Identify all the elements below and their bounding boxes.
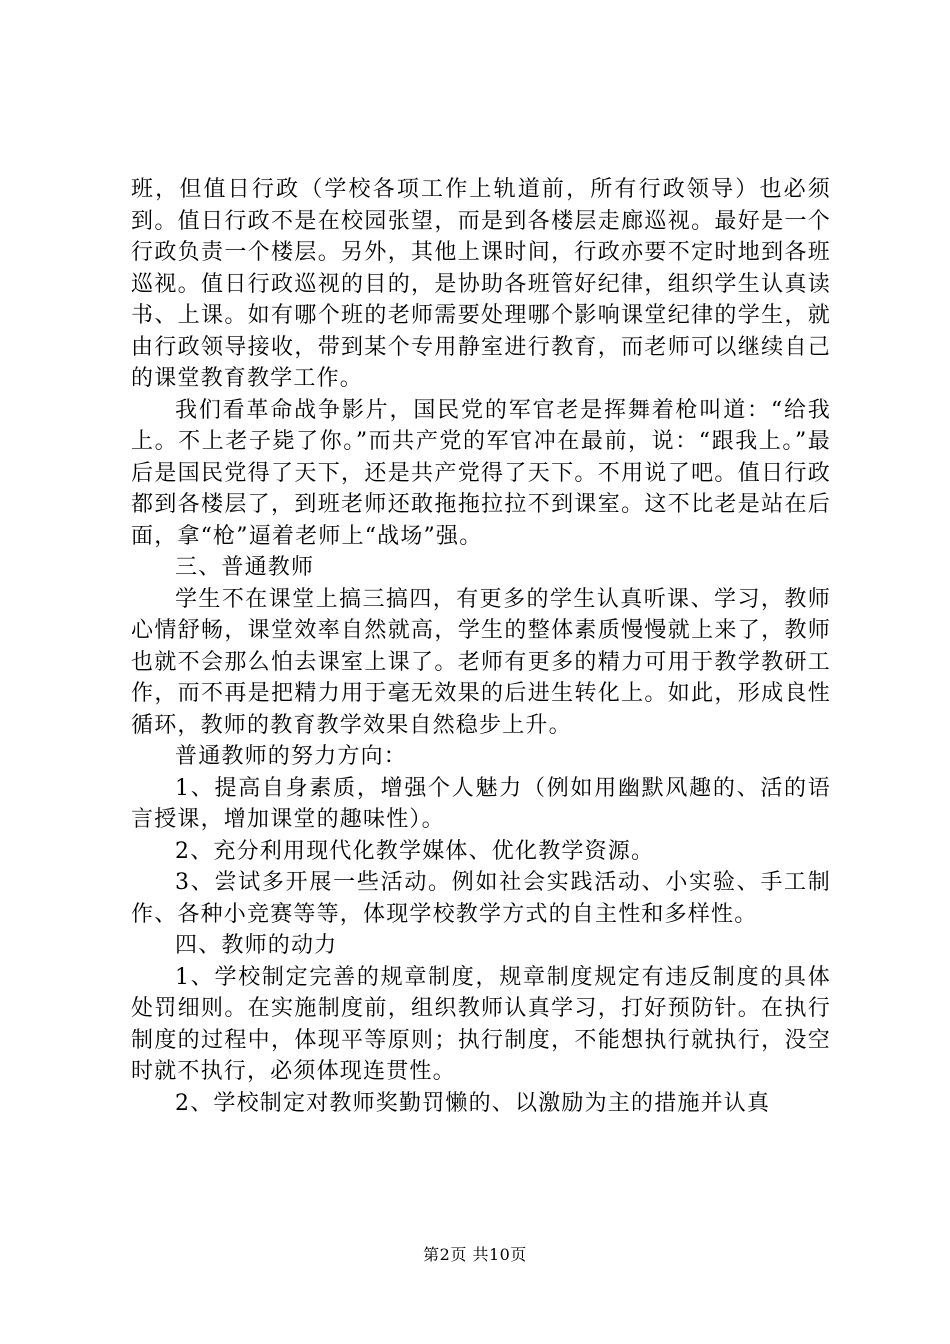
list-item-incentives: 2、学校制定对教师奖勤罚懒的、以激励为主的措施并认真 (175, 1090, 771, 1116)
paragraph-classroom-efficiency: 学生不在课堂上搞三搞四，有更多的学生认真听课、学习，教师心情舒畅，课堂效率自然就高，学生的整体素质慢慢就上来了，教师也就不会那么怕去课室上课了。老师有更多的精力可用于教学教研工作，而不再是把精力用于毫无效果的后进生转化上。如此，形成良性循环，教师的教育教学效果自然稳步上升。 (131, 586, 831, 738)
list-item-1: 1、提高自身素质，增强个人魅力（例如用幽默风趣的、活的语言授课，增加课堂的趣味性）。 (131, 775, 831, 832)
paragraph-war-film-analogy: 我们看革命战争影片，国民党的军官老是挥舞着枪叫道：“给我上。不上老子毙了你。”而共产党的军官冲在最前，说：“跟我上。”最后是国民党得了天下，还是共产党得了天下。不用说了吧。值日行政都到各楼层了，到班老师还敢拖拖拉拉不到课室。这不比老是站在后面，拿“枪”逼着老师上“战场”强。 (131, 397, 831, 549)
document-body (131, 174, 831, 1119)
page-number-footer: 第2页 共10页 (423, 1245, 527, 1264)
paragraph-effort-direction: 普通教师的努力方向： (175, 744, 408, 769)
section-heading-teacher-motivation: 四、教师的动力 (175, 933, 338, 958)
list-item-rules: 1、学校制定完善的规章制度，规章制度规定有违反制度的具体处罚细则。在实施制度前，组织教师认真学习，打好预防针。在执行制度的过程中，体现平等原则；执行制度，不能想执行就执行，没空时就不执行，必须体现连贯性。 (131, 964, 831, 1084)
list-item-2: 2、充分利用现代化教学媒体、优化教学资源。 (175, 838, 655, 864)
list-item-3: 3、尝试多开展一些活动。例如社会实践活动、小实验、手工制作、各种小竞赛等等，体现学校教学方式的自主性和多样性。 (131, 870, 831, 927)
section-heading-ordinary-teachers: 三、普通教师 (175, 555, 315, 580)
paragraph-continuation: 班，但值日行政（学校各项工作上轨道前，所有行政领导）也必须到。值日行政不是在校园张望，而是到各楼层走廊巡视。最好是一个行政负责一个楼层。另外，其他上课时间，行政亦要不定时地到各班巡视。值日行政巡视的目的，是协助各班管好纪律，组织学生认真读书、上课。如有哪个班的老师需要处理哪个影响课堂纪律的学生，就由行政领导接收，带到某个专用静室进行教育，而老师可以继续自己的课堂教育教学工作。 (131, 177, 831, 391)
